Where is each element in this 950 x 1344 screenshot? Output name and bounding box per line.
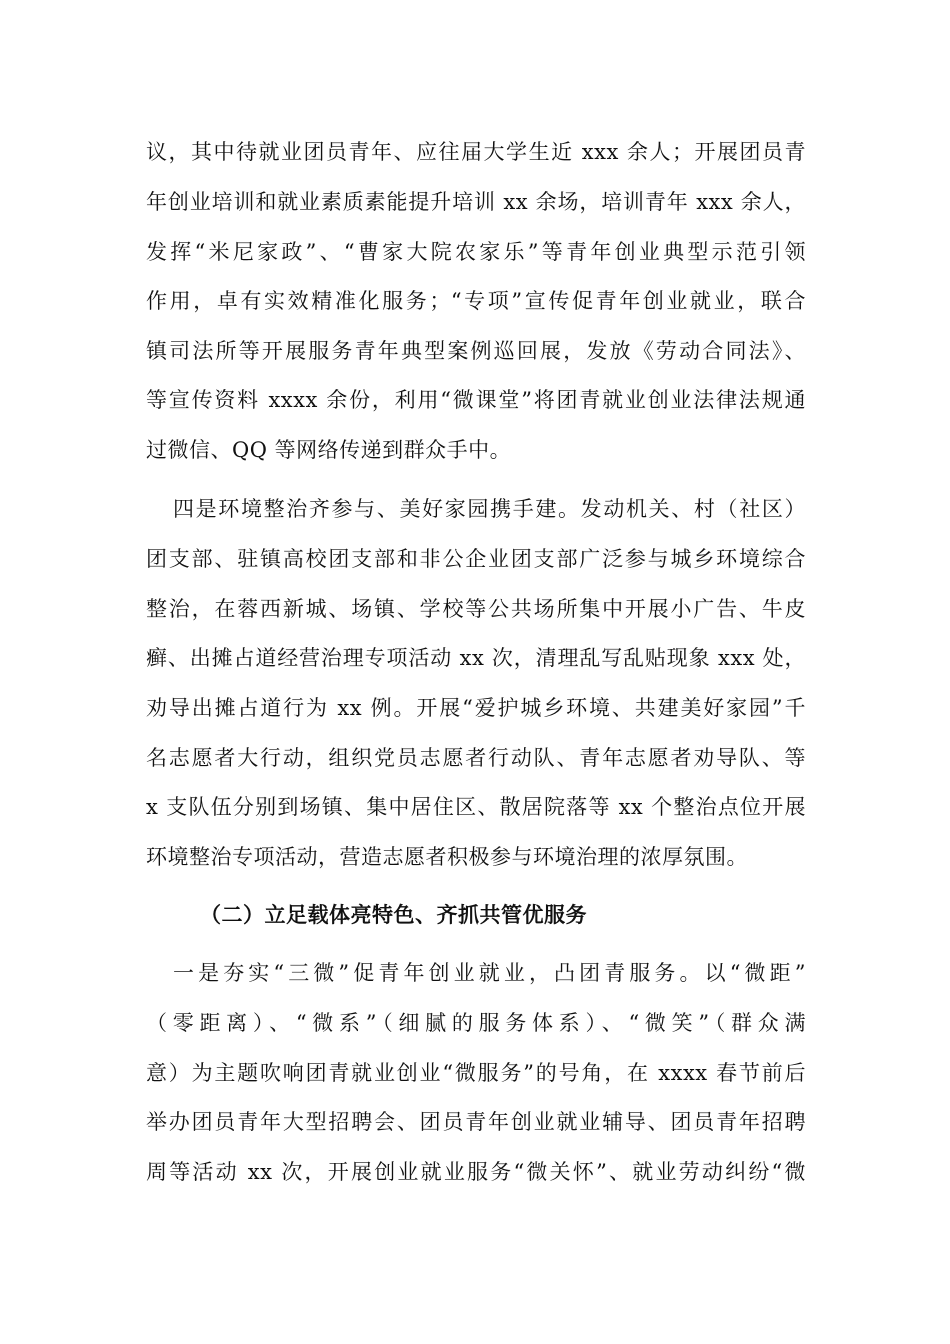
paragraph1-line: 议，其中待就业团员青年、应往届大学生近 xxx 余人；开展团员青 (146, 140, 806, 164)
paragraph2-line: 劝导出摊占道行为 xx 例。开展“爱护城乡环境、共建美好家园”千 (146, 696, 806, 720)
paragraph3-line: 意）为主题吹响团青就业创业“微服务”的号角，在 xxxx 春节前后 (146, 1061, 806, 1085)
paragraph2-line: 环境整治专项活动，营造志愿者积极参与环境治理的浓厚氛围。 (146, 845, 748, 869)
paragraph2-line: 团支部、驻镇高校团支部和非公企业团支部广泛参与城乡环境综合 (146, 547, 806, 571)
paragraph2-line: 名志愿者大行动，组织党员志愿者行动队、青年志愿者劝导队、等 (146, 746, 806, 770)
paragraph1-line: 发挥“米尼家政”、“曹家大院农家乐”等青年创业典型示范引领 (146, 240, 806, 264)
paragraph3-line: （零距离）、“微系”（细腻的服务体系）、“微笑”（群众满 (146, 1011, 806, 1035)
paragraph1-line: 镇司法所等开展服务青年典型案例巡回展，发放《劳动合同法》、 (146, 339, 806, 363)
paragraph2-line: 整治，在蓉西新城、场镇、学校等公共场所集中开展小广告、牛皮 (146, 597, 806, 621)
paragraph2-line: 癣、出摊占道经营治理专项活动 xx 次，清理乱写乱贴现象 xxx 处， (146, 646, 806, 670)
paragraph1-line: 过微信、QQ 等网络传递到群众手中。 (146, 438, 512, 462)
section-heading: （二）立足载体亮特色、齐抓共管优服务 (200, 903, 587, 927)
paragraph1-line: 作用，卓有实效精准化服务；“专项”宣传促青年创业就业，联合 (146, 289, 806, 313)
paragraph3-line: 周等活动 xx 次，开展创业就业服务“微关怀”、就业劳动纠纷“微 (146, 1160, 806, 1184)
paragraph2-line: 四是环境整治齐参与、美好家园携手建。发动机关、村（社区） (173, 497, 806, 521)
paragraph1-line: 年创业培训和就业素质素能提升培训 xx 余场，培训青年 xxx 余人， (146, 190, 806, 214)
paragraph2-line: x 支队伍分别到场镇、集中居住区、散居院落等 xx 个整治点位开展 (146, 795, 806, 819)
paragraph1-line: 等宣传资料 xxxx 余份，利用“微课堂”将团青就业创业法律法规通 (146, 388, 806, 412)
paragraph3-line: 一是夯实“三微”促青年创业就业，凸团青服务。以“微距” (173, 961, 806, 985)
paragraph3-line: 举办团员青年大型招聘会、团员青年创业就业辅导、团员青年招聘 (146, 1110, 806, 1134)
